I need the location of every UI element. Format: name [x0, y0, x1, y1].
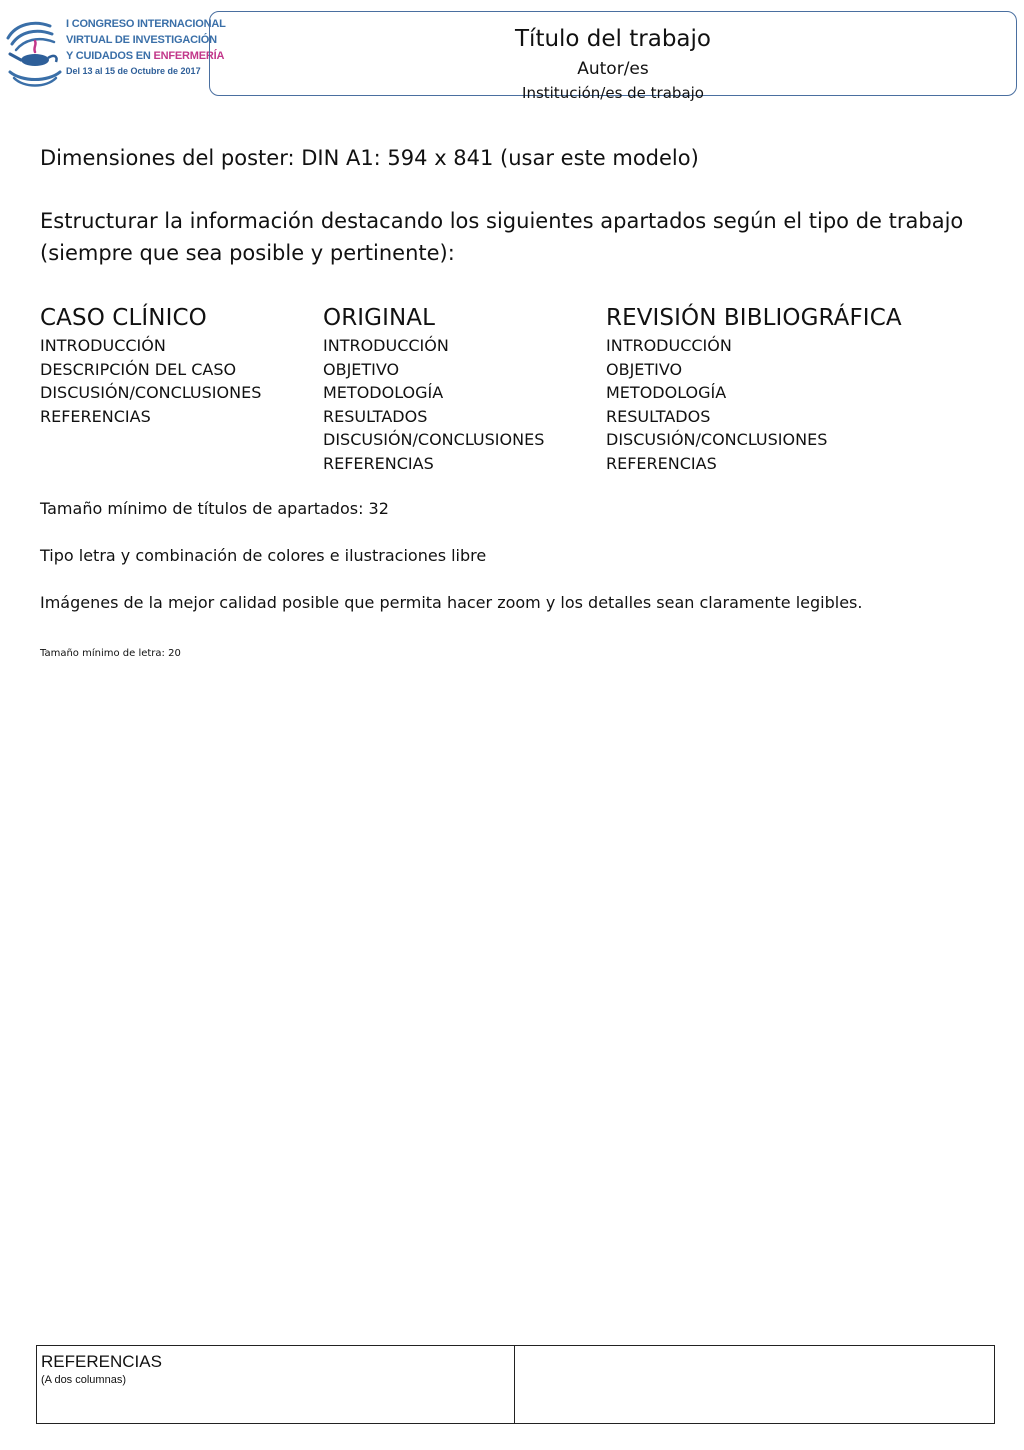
list-item: METODOLOGÍA: [606, 383, 727, 402]
institution: Institución/es de trabajo: [522, 84, 704, 102]
lamp-hands-icon: [4, 16, 66, 90]
list-item: DISCUSIÓN/CONCLUSIONES: [40, 383, 262, 402]
list-item: INTRODUCCIÓN: [606, 336, 732, 355]
min-font-size-note: Tamaño mínimo de letra: 20: [40, 648, 181, 659]
list-item: DISCUSIÓN/CONCLUSIONES: [323, 430, 545, 449]
logo-line-1: I CONGRESO INTERNACIONAL: [66, 18, 226, 30]
list-item: REFERENCIAS: [40, 406, 151, 426]
logo-dates: Del 13 al 15 de Octubre de 2017: [66, 66, 201, 76]
list-item: REFERENCIAS: [323, 453, 434, 473]
list-item: OBJETIVO: [323, 359, 400, 379]
structure-note-line-1: Estructurar la información destacando los siguientes apartados según el tipo de trabajo: [40, 209, 964, 233]
structure-note-line-2: (siempre que sea posible y pertinente):: [40, 241, 455, 265]
logo-line-3-text: Y CUIDADOS EN: [66, 50, 151, 62]
logo-line-3: [66, 48, 225, 64]
list-item: INTRODUCCIÓN: [323, 336, 449, 355]
references-title: REFERENCIAS: [41, 1352, 162, 1371]
column-revision-bibliografica: [606, 303, 902, 475]
logo-text: [66, 16, 226, 76]
min-title-size-note: Tamaño mínimo de títulos de apartados: 32: [40, 499, 389, 518]
references-subtitle: (A dos columnas): [41, 1374, 126, 1386]
congress-logo: [4, 12, 226, 90]
logo-line-2: VIRTUAL DE INVESTIGACIÓN: [66, 34, 217, 46]
column-heading: ORIGINAL: [323, 305, 436, 331]
column-caso-clinico: [40, 303, 310, 428]
references-table: [36, 1345, 995, 1424]
work-title: Título del trabajo: [515, 26, 711, 52]
column-original: [323, 303, 593, 475]
list-item: INTRODUCCIÓN: [40, 336, 166, 355]
list-item: DESCRIPCIÓN DEL CASO: [40, 359, 237, 379]
list-item: RESULTADOS: [323, 406, 428, 426]
font-colors-note: Tipo letra y combinación de colores e ilustraciones libre: [40, 546, 487, 565]
list-item: RESULTADOS: [606, 406, 711, 426]
column-heading: REVISIÓN BIBLIOGRÁFICA: [606, 305, 902, 331]
column-heading: CASO CLÍNICO: [40, 305, 207, 331]
list-item: REFERENCIAS: [606, 453, 717, 473]
references-left-column: [37, 1346, 515, 1423]
images-quality-note: Imágenes de la mejor calidad posible que permita hacer zoom y los detalles sean claramente legibles.: [40, 593, 863, 612]
authors: Autor/es: [577, 59, 649, 79]
list-item: METODOLOGÍA: [323, 383, 444, 402]
title-box: [209, 11, 1017, 102]
list-item: DISCUSIÓN/CONCLUSIONES: [606, 430, 828, 449]
logo-accent-word: ENFERMERÍA: [153, 50, 225, 62]
list-item: OBJETIVO: [606, 359, 683, 379]
dimensions-note: Dimensiones del poster: DIN A1: 594 x 841 (usar este modelo): [40, 146, 699, 170]
